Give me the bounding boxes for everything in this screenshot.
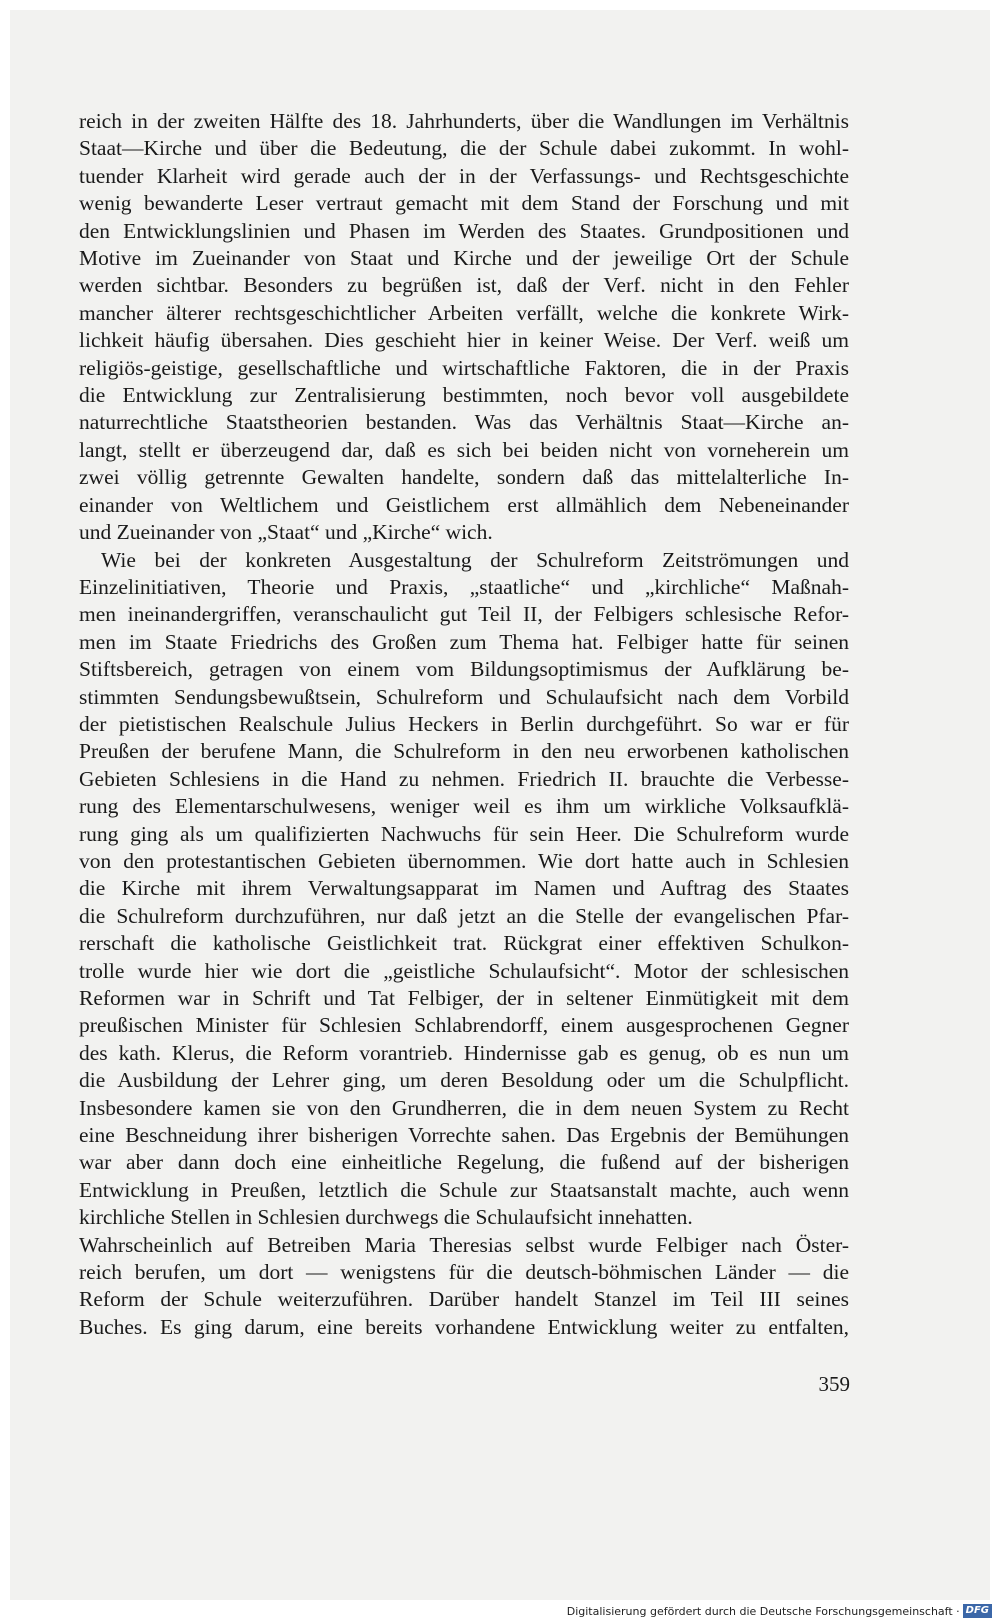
text-line: Insbesondere kamen sie von den Grundherren, die in dem neuen System zu Recht [79, 1095, 849, 1120]
text-line: wenig bewanderte Leser vertraut gemacht mit dem Stand der Forschung und mit [79, 191, 849, 216]
paragraph-1 [79, 108, 849, 547]
text-line: Reform der Schule weiterzuführen. Darüber handelt Stanzel im Teil III seines [79, 1287, 849, 1312]
text-line: Buches. Es ging darum, eine bereits vorhandene Entwicklung weiter zu entfalten, [79, 1314, 849, 1339]
text-line: werden sichtbar. Besonders zu begrüßen ist, daß der Verf. nicht in den Fehler [79, 273, 849, 298]
text-line: Entwicklung in Preußen, letztlich die Schule zur Staatsanstalt machte, auch wenn [79, 1177, 849, 1202]
paragraph-3 [79, 1232, 849, 1342]
body-text [79, 108, 849, 1341]
text-line: die Entwicklung zur Zentralisierung bestimmten, noch bevor voll ausgebildete [79, 383, 849, 408]
digitization-footer [567, 1603, 992, 1619]
text-line: Wie bei der konkreten Ausgestaltung der Schulreform Zeitströmungen und [101, 547, 849, 572]
text-line: Staat—Kirche und über die Bedeutung, die der Schule dabei zukommt. In wohl- [79, 136, 849, 161]
page-number: 359 [818, 1372, 850, 1396]
text-line: der pietistischen Realschule Julius Heckers in Berlin durchgeführt. So war er für [79, 711, 849, 736]
text-line: Wahrscheinlich auf Betreiben Maria Theresias selbst wurde Felbiger nach Öster- [79, 1232, 849, 1257]
text-line: langt, stellt er überzeugend dar, daß es sich bei beiden nicht von vorneherein um [79, 437, 849, 462]
text-line: rerschaft die katholische Geistlichkeit trat. Rückgrat einer effektiven Schulkon- [79, 931, 849, 956]
text-line: rung ging als um qualifizierten Nachwuchs für sein Heer. Die Schulreform wurde [79, 821, 849, 846]
text-line: tuender Klarheit wird gerade auch der in der Verfassungs- und Rechtsgeschichte [79, 163, 849, 188]
footer-credit: Digitalisierung gefördert durch die Deutsche Forschungsgemeinschaft · [566, 1604, 960, 1618]
text-line: zwei völlig getrennte Gewalten handelte, sondern daß das mittelalterliche In- [79, 465, 849, 490]
text-line: Motive im Zueinander von Staat und Kirche und der jeweilige Ort der Schule [79, 246, 849, 271]
text-line: reich in der zweiten Hälfte des 18. Jahrhunderts, über die Wandlungen im Verhältnis [79, 109, 849, 133]
text-line: und Zueinander von „Staat“ und „Kirche“ wich. [79, 520, 493, 545]
text-line: rung des Elementarschulwesens, weniger weil es ihm um wirkliche Volksaufklä- [79, 794, 849, 819]
dfg-logo: DFG [963, 1604, 992, 1618]
text-line: Reformen war in Schrift und Tat Felbiger, der in seltener Einmütigkeit mit dem [79, 986, 849, 1010]
text-line: men im Staate Friedrichs des Großen zum Thema hat. Felbiger hatte für seinen [79, 629, 849, 654]
text-line: Einzelinitiativen, Theorie und Praxis, „staatliche“ und „kirchliche“ Maßnah- [79, 574, 849, 599]
text-line: eine Beschneidung ihrer bisherigen Vorrechte sahen. Das Ergebnis der Bemühungen [79, 1123, 849, 1148]
text-line: Preußen der berufene Mann, die Schulreform in den neu erworbenen katholischen [79, 739, 849, 764]
text-line: den Entwicklungslinien und Phasen im Werden des Staates. Grundpositionen und [79, 218, 849, 243]
text-line: des kath. Klerus, die Reform vorantrieb. Hindernisse gab es genug, ob es nun um [79, 1040, 849, 1065]
text-line: men ineinandergriffen, veranschaulicht gut Teil II, der Felbigers schlesische Refor- [79, 602, 849, 627]
text-line: kirchliche Stellen in Schlesien durchwegs die Schulaufsicht innehatten. [79, 1205, 693, 1230]
text-line: die Ausbildung der Lehrer ging, um deren Besoldung oder um die Schulpflicht. [79, 1068, 849, 1093]
text-line: die Kirche mit ihrem Verwaltungsapparat im Namen und Auftrag des Staates [79, 876, 849, 901]
text-line: Stiftsbereich, getragen von einem vom Bildungsoptimismus der Aufklärung be- [79, 657, 849, 682]
text-line: Gebieten Schlesiens in die Hand zu nehmen. Friedrich II. brauchte die Verbesse- [79, 766, 849, 791]
text-line: preußischen Minister für Schlesien Schlabrendorff, einem ausgesprochenen Gegner [79, 1013, 849, 1038]
text-line: religiös-geistige, gesellschaftliche und wirtschaftliche Faktoren, die in der Praxis [79, 355, 849, 380]
text-line: lichkeit häufig übersahen. Dies geschieht hier in keiner Weise. Der Verf. weiß um [79, 328, 849, 353]
text-line: einander von Weltlichem und Geistlichem erst allmählich dem Nebeneinander [79, 492, 849, 517]
text-line: die Schulreform durchzuführen, nur daß jetzt an die Stelle der evangelischen Pfar- [79, 903, 849, 928]
text-line: naturrechtliche Staatstheorien bestanden. Was das Verhältnis Staat—Kirche an- [79, 410, 849, 435]
text-line: mancher älterer rechtsgeschichtlicher Arbeiten verfällt, welche die konkrete Wirk- [79, 300, 849, 325]
text-line: von den protestantischen Gebieten übernommen. Wie dort hatte auch in Schlesien [79, 848, 849, 873]
paragraph-2 [79, 547, 849, 1232]
text-line: war aber dann doch eine einheitliche Regelung, die fußend auf der bisherigen [79, 1150, 849, 1175]
text-line: stimmten Sendungsbewußtsein, Schulreform und Schulaufsicht nach dem Vorbild [79, 684, 849, 709]
text-line: reich berufen, um dort — wenigstens für die deutsch-böhmischen Länder — die [79, 1260, 849, 1285]
text-line: trolle wurde hier wie dort die „geistliche Schulaufsicht“. Motor der schlesischen [79, 958, 849, 983]
